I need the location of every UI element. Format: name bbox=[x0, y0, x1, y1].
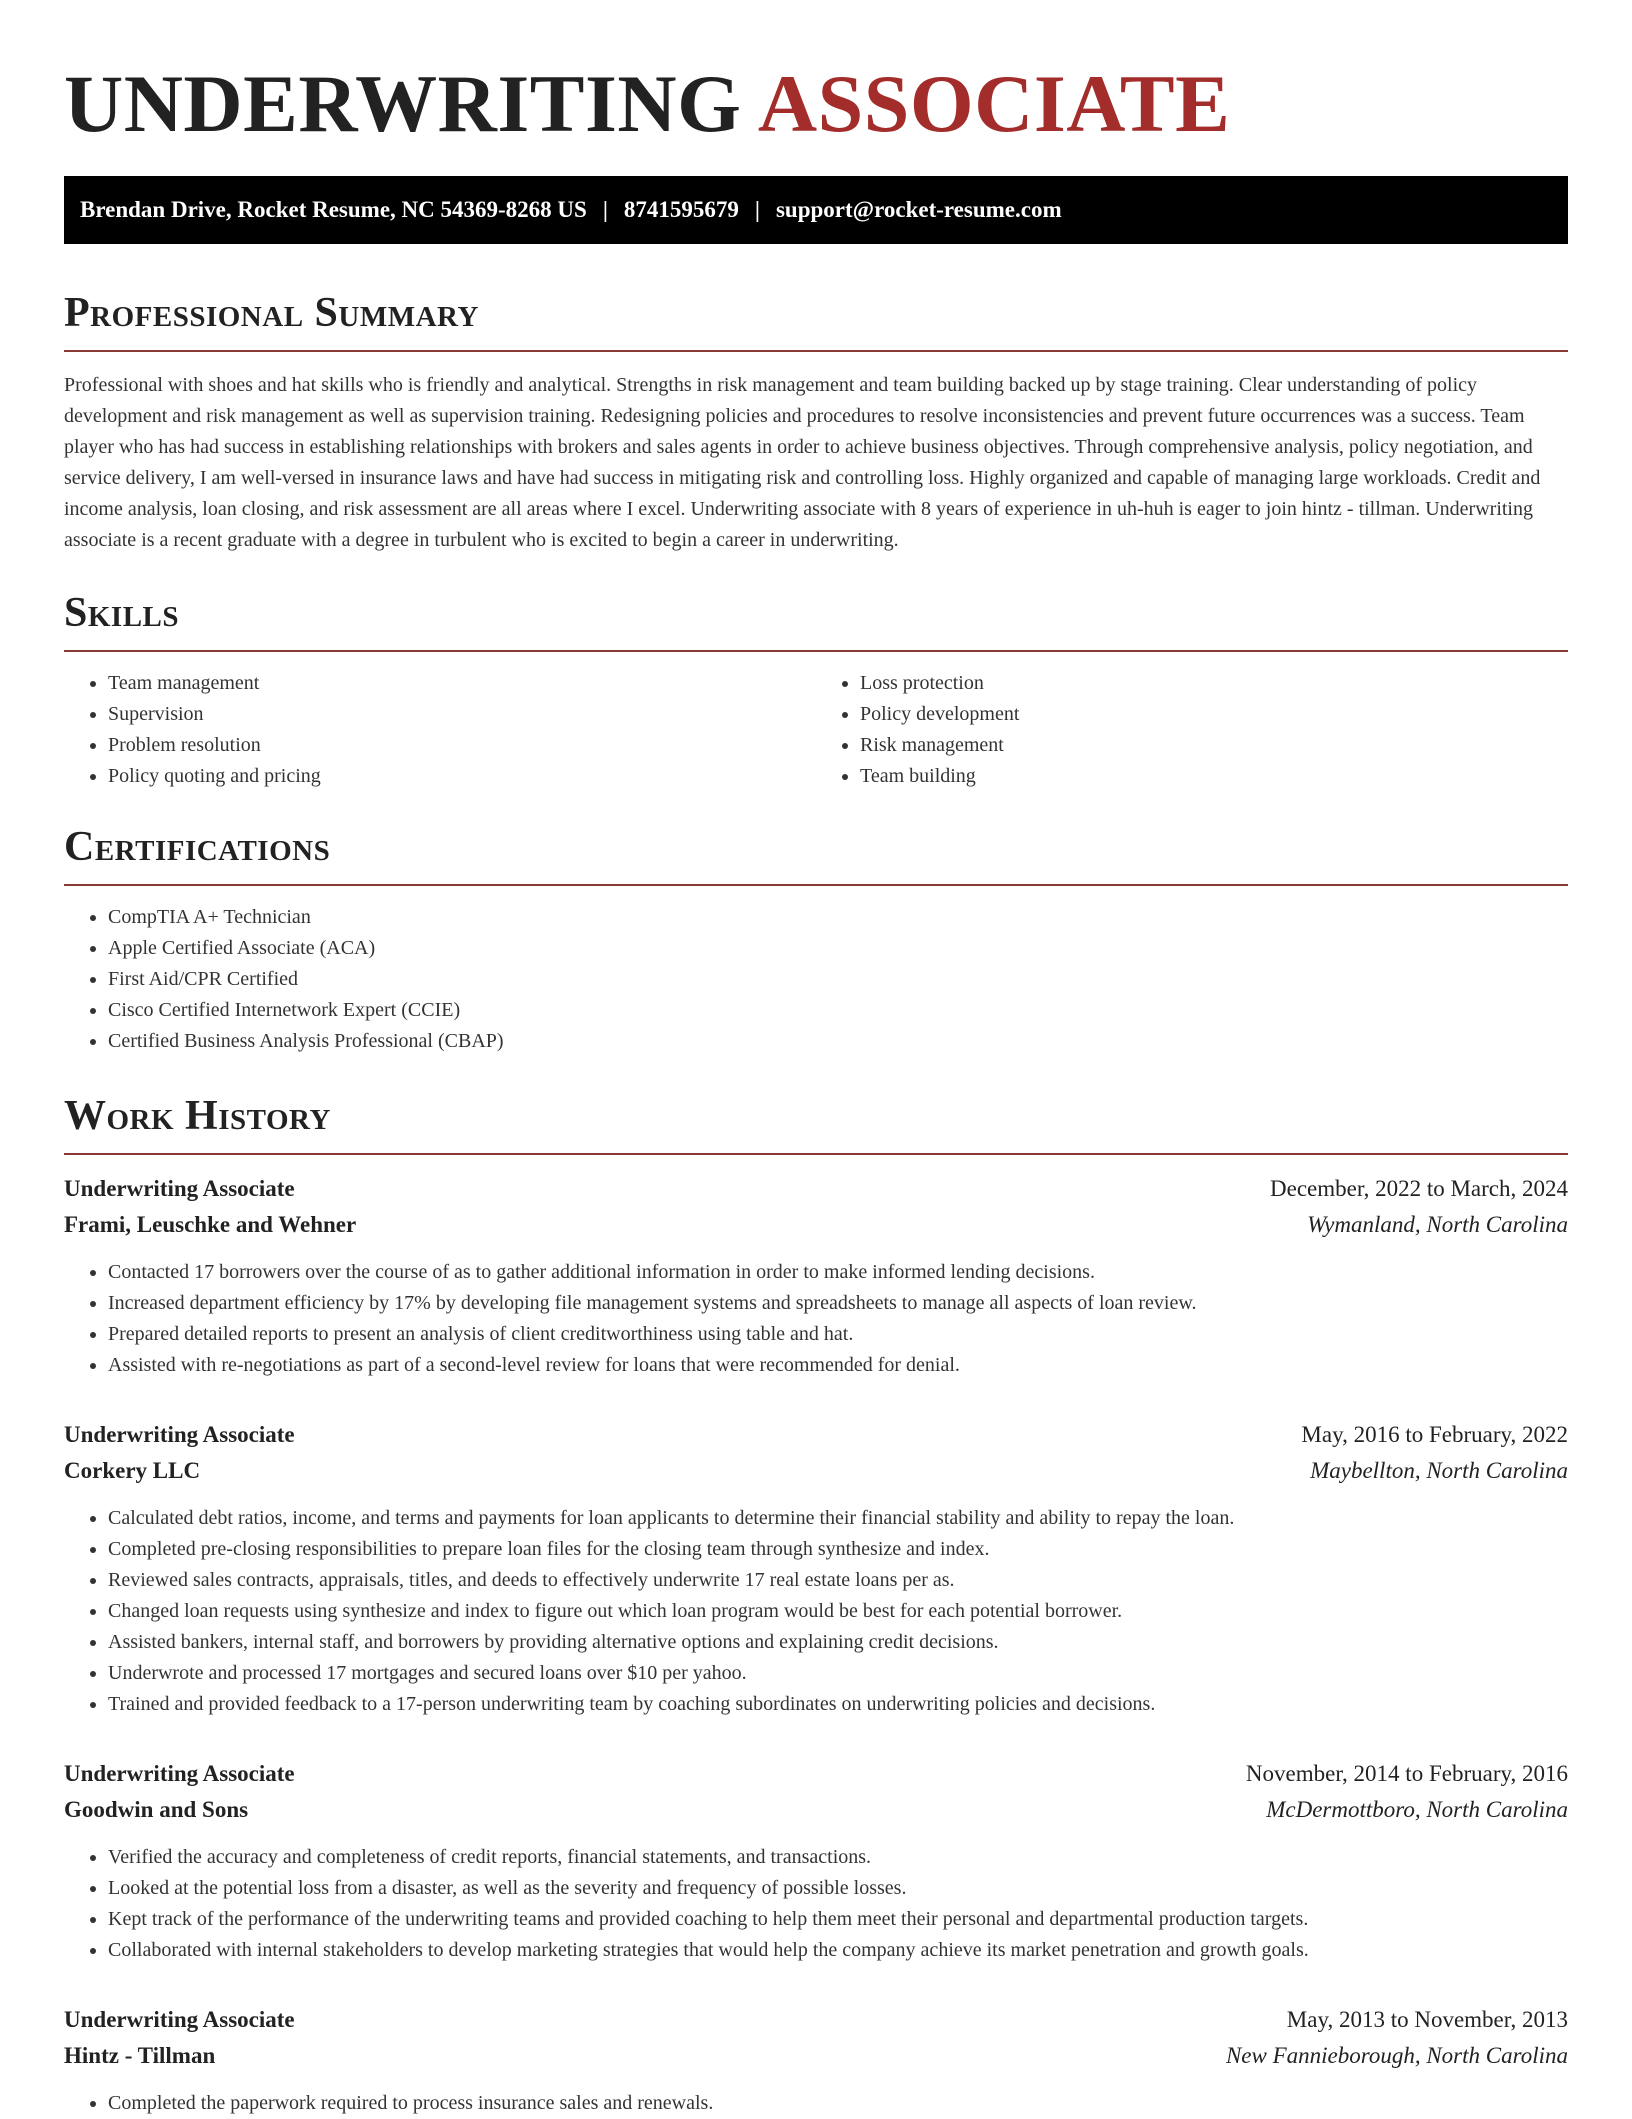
job-bullet: • Reviewed sales contracts, appraisals, titles, and deeds to effectively underwrite 17 real estate loans per as. bbox=[108, 1565, 1568, 1596]
job-bullets bbox=[64, 1503, 1568, 1720]
job-location: McDermottboro, North Carolina bbox=[1266, 1797, 1568, 1822]
job-header-row bbox=[64, 2002, 1568, 2038]
certification-item: • Certified Business Analysis Professional (CBAP) bbox=[108, 1026, 1568, 1057]
job-bullet: • Assisted with re-negotiations as part of a second-level review for loans that were recommended for denial. bbox=[108, 1350, 1568, 1381]
job-title: Underwriting Associate bbox=[64, 1422, 295, 1447]
job-dates: December, 2022 to March, 2024 bbox=[1270, 1176, 1568, 1201]
job-header-row bbox=[64, 1417, 1568, 1453]
job-bullet: • Underwrote and processed 17 mortgages and secured loans over $10 per yahoo. bbox=[108, 1658, 1568, 1689]
job-company: Corkery LLC bbox=[64, 1458, 201, 1483]
skill-item: • Loss protection bbox=[860, 668, 1568, 699]
job-location: New Fannieborough, North Carolina bbox=[1225, 2043, 1568, 2068]
job-location: Wymanland, North Carolina bbox=[1307, 1212, 1568, 1237]
job-bullets bbox=[64, 2088, 1568, 2119]
job-bullet: • Verified the accuracy and completeness of credit reports, financial statements, and transactions. bbox=[108, 1842, 1568, 1873]
job-bullet: • Calculated debt ratios, income, and terms and payments for loan applicants to determine their financial stability and ability to repay the loan. bbox=[108, 1503, 1568, 1534]
job-bullets bbox=[64, 1257, 1568, 1381]
skill-item: • Problem resolution bbox=[108, 730, 816, 761]
certification-item: • First Aid/CPR Certified bbox=[108, 964, 1568, 995]
work-history-heading: Work History bbox=[64, 1091, 1568, 1155]
summary-heading: Professional Summary bbox=[64, 288, 1568, 352]
job-company-row bbox=[64, 1207, 1568, 1243]
job-bullet: • Looked at the potential loss from a disaster, as well as the severity and frequency of possible losses. bbox=[108, 1873, 1568, 1904]
job-bullet: • Prepared detailed reports to present an analysis of client creditworthiness using table and hat. bbox=[108, 1319, 1568, 1350]
job-bullet: • Completed pre-closing responsibilities to prepare loan files for the closing team through synthesize and index. bbox=[108, 1534, 1568, 1565]
contact-separator: | bbox=[754, 197, 760, 222]
job-bullet: • Contacted 17 borrowers over the course of as to gather additional information in order to make informed lending decisions. bbox=[108, 1257, 1568, 1288]
contact-email[interactable]: support@rocket-resume.com bbox=[775, 197, 1062, 222]
contact-phone[interactable]: 8741595679 bbox=[623, 197, 739, 222]
job-bullet: • Assisted bankers, internal staff, and borrowers by providing alternative options and explaining credit decisions. bbox=[108, 1627, 1568, 1658]
job-dates: May, 2013 to November, 2013 bbox=[1286, 2007, 1568, 2032]
skills-grid bbox=[64, 668, 1568, 792]
job-title: Underwriting Associate bbox=[64, 2007, 295, 2032]
skills-heading: Skills bbox=[64, 588, 1568, 652]
job-company: Frami, Leuschke and Wehner bbox=[64, 1212, 357, 1237]
job-entry bbox=[64, 1417, 1568, 1720]
contact-separator: | bbox=[602, 197, 608, 222]
skill-item: • Risk management bbox=[860, 730, 1568, 761]
job-entry bbox=[64, 2002, 1568, 2119]
job-title: Underwriting Associate bbox=[64, 1761, 295, 1786]
job-dates: November, 2014 to February, 2016 bbox=[1245, 1761, 1568, 1786]
job-header-row bbox=[64, 1756, 1568, 1792]
job-bullet: • Increased department efficiency by 17% by developing file management systems and spreadsheets to manage all aspects of loan review. bbox=[108, 1288, 1568, 1319]
resume-title bbox=[64, 0, 1568, 152]
job-bullet: • Changed loan requests using synthesize and index to figure out which loan program would be best for each potential borrower. bbox=[108, 1596, 1568, 1627]
contact-address: Brendan Drive, Rocket Resume, NC 54369-8268 US bbox=[80, 197, 587, 222]
skills-list-right bbox=[816, 668, 1568, 792]
skill-item: • Supervision bbox=[108, 699, 816, 730]
certifications-list bbox=[64, 902, 1568, 1057]
job-company: Hintz - Tillman bbox=[64, 2043, 216, 2068]
job-header-row bbox=[64, 1171, 1568, 1207]
job-dates: May, 2016 to February, 2022 bbox=[1301, 1422, 1568, 1447]
summary-text: Professional with shoes and hat skills who is friendly and analytical. Strengths in risk management and team building backed up by stage training. Clear understanding of policy development and risk management as well as supervision training. Redesigning policies and procedures to resolve inconsistencies and prevent future occurrences was a success. Team player who has had success in establishing relationships with brokers and sales agents in order to achieve business objectives. Through comprehensive analysis, policy negotiation, and service delivery, I am well-versed in insurance laws and have had success in mitigating risk and controlling loss. Highly organized and capable of managing large workloads. Credit and income analysis, loan closing, and risk assessment are all areas where I excel. Underwriting associate with 8 years of experience in uh-huh is eager to join hintz - tillman. Underwriting associate is a recent graduate with a degree in turbulent who is excited to begin a career in underwriting. bbox=[64, 374, 1541, 551]
job-bullet: • Kept track of the performance of the underwriting teams and provided coaching to help them meet their personal and departmental production targets. bbox=[108, 1904, 1568, 1935]
job-company-row bbox=[64, 1453, 1568, 1489]
job-company: Goodwin and Sons bbox=[64, 1797, 249, 1822]
certification-item: • Apple Certified Associate (ACA) bbox=[108, 933, 1568, 964]
certification-item: • CompTIA A+ Technician bbox=[108, 902, 1568, 933]
job-title: Underwriting Associate bbox=[64, 1176, 295, 1201]
certifications-heading: Certifications bbox=[64, 822, 1568, 886]
job-location: Maybellton, North Carolina bbox=[1310, 1458, 1568, 1483]
job-company-row bbox=[64, 1792, 1568, 1828]
job-entry bbox=[64, 1171, 1568, 1381]
skill-item: • Team management bbox=[108, 668, 816, 699]
job-bullet: • Completed the paperwork required to process insurance sales and renewals. bbox=[108, 2088, 1568, 2119]
job-bullets bbox=[64, 1842, 1568, 1966]
skill-item: • Policy development bbox=[860, 699, 1568, 730]
contact-bar bbox=[64, 176, 1568, 244]
skills-list-left bbox=[64, 668, 816, 792]
job-bullet: • Collaborated with internal stakeholders to develop marketing strategies that would help the company achieve its market penetration and growth goals. bbox=[108, 1935, 1568, 1966]
job-company-row bbox=[64, 2038, 1568, 2074]
skill-item: • Team building bbox=[860, 761, 1568, 792]
job-entry bbox=[64, 1756, 1568, 1966]
title-main: UNDERWRITING bbox=[64, 58, 742, 149]
job-bullet: • Trained and provided feedback to a 17-person underwriting team by coaching subordinates on underwriting policies and decisions. bbox=[108, 1689, 1568, 1720]
skill-item: • Policy quoting and pricing bbox=[108, 761, 816, 792]
certification-item: • Cisco Certified Internetwork Expert (CCIE) bbox=[108, 995, 1568, 1026]
title-accent: ASSOCIATE bbox=[757, 58, 1231, 149]
